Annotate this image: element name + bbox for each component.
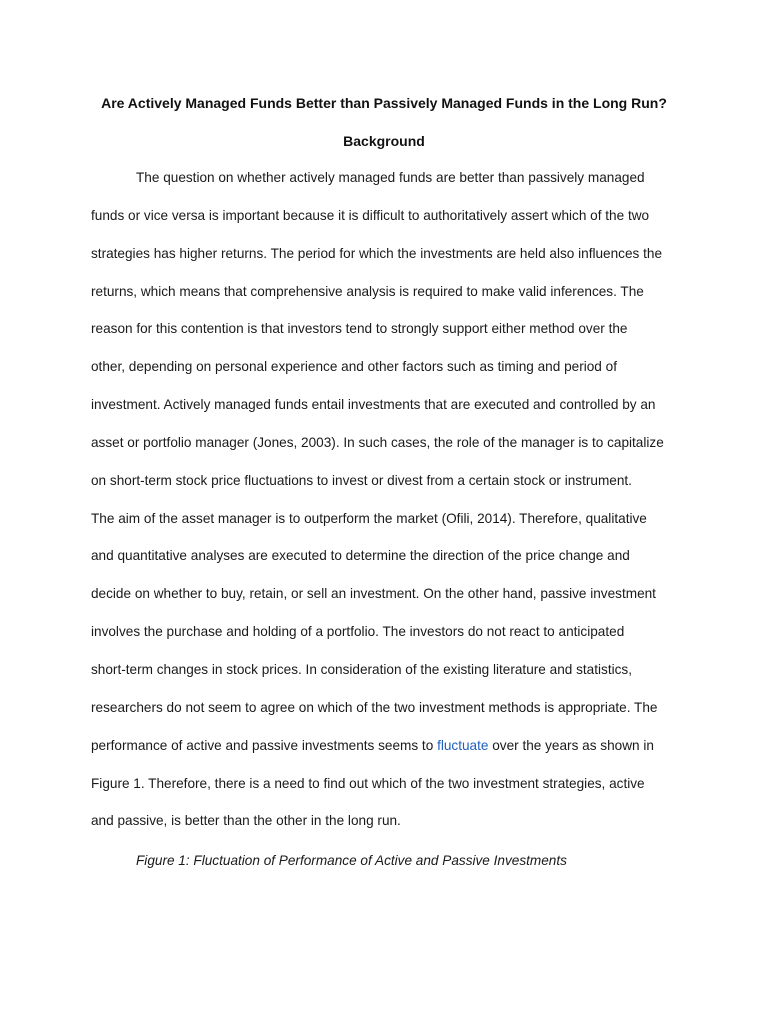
- paragraph-line-with-link: [91, 736, 691, 774]
- body-paragraph: [91, 168, 691, 849]
- paragraph-line: on short-term stock price fluctuations to invest or divest from a certain stock or instrument.: [91, 472, 632, 488]
- paragraph-line: returns, which means that comprehensive analysis is required to make valid inferences. The: [91, 283, 644, 299]
- paragraph-line: funds or vice versa is important because it is difficult to authoritatively assert which of the two: [91, 207, 650, 223]
- paragraph-line: decide on whether to buy, retain, or sell an investment. On the other hand, passive investment: [91, 586, 656, 602]
- paragraph-line: and passive, is better than the other in the long run.: [91, 813, 401, 829]
- paragraph-line: other, depending on personal experience and other factors such as timing and period of: [91, 359, 617, 375]
- paragraph-line: short-term changes in stock prices. In consideration of the existing literature and statistics,: [91, 661, 632, 677]
- link-line-text-before: performance of active and passive investments seems to: [91, 737, 438, 753]
- paragraph-line: involves the purchase and holding of a portfolio. The investors do not react to anticipated: [91, 624, 625, 640]
- document-title: Are Actively Managed Funds Better than Passively Managed Funds in the Long Run?: [101, 95, 667, 111]
- paragraph-line: researchers do not seem to agree on which of the two investment methods is appropriate. The: [91, 699, 658, 715]
- paragraph-line: asset or portfolio manager (Jones, 2003). In such cases, the role of the manager is to capitalize: [91, 434, 664, 450]
- link-line-text-after: over the years as shown in: [488, 737, 654, 753]
- figure-caption: Figure 1: Fluctuation of Performance of Active and Passive Investments: [136, 853, 567, 868]
- paragraph-line: Figure 1. Therefore, there is a need to find out which of the two investment strategies, active: [91, 775, 645, 791]
- paragraph-line: The question on whether actively managed funds are better than passively managed: [136, 170, 645, 185]
- paragraph-line: and quantitative analyses are executed to determine the direction of the price change and: [91, 548, 630, 564]
- paragraph-line: reason for this contention is that investors tend to strongly support either method over the: [91, 321, 628, 337]
- paragraph-line: The aim of the asset manager is to outperform the market (Ofili, 2014). Therefore, qualitative: [91, 510, 647, 526]
- section-heading-background: Background: [343, 133, 425, 149]
- fluctuate-link[interactable]: fluctuate: [437, 737, 489, 753]
- paragraph-line: strategies has higher returns. The period for which the investments are held also influences the: [91, 245, 663, 261]
- paragraph-line: investment. Actively managed funds entail investments that are executed and controlled by an: [91, 397, 656, 413]
